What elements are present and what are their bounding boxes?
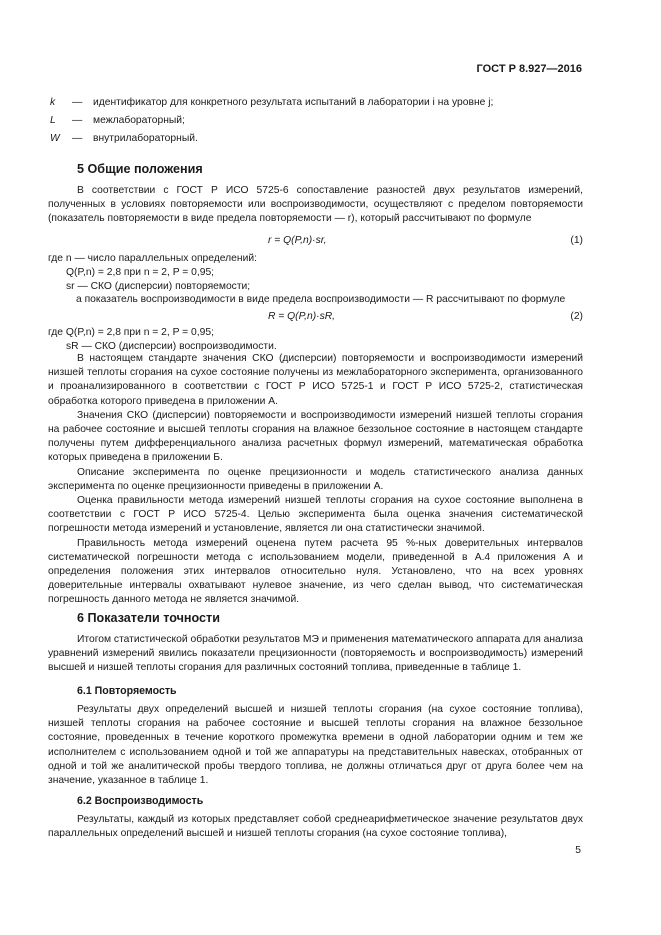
paragraph-text: Результаты двух определений высшей и низшей теплоты сгорания (на сухое состояние топлива), низшей теплоты сгорания на рабочее состояние и высшей теплоты сгорания на влажное беззольное состояние, проведенных в течение короткого промежутка времени в одной лаборатории одним и тем же исполнителем с использованием одной и той же аппаратуры на представительных навесках, отобранных от одной и той же аналитической пробы твердого топлива, не должны отличаться друг от друга более чем на значение, указанное в таблице 1. — [48, 704, 583, 787]
paragraph-text: Оценка правильности метода измерений низшей теплоты сгорания на сухое состояние выполнена в соответствии с ГОСТ Р ИСО 5725-4. Целью эксперимента была оценка значения систематической погрешности метода измерений и установление, является ли она статистически значимой. — [48, 495, 583, 535]
paragraph-text: Результаты, каждый из которых представляет собой среднеарифметическое значение результатов двух параллельных определений высшей и низшей теплоты сгорания (на сухое состояние топлива), — [48, 814, 583, 840]
paragraph-text: Описание эксперимента по оценке прецизионности и модель статистического анализа данных эксперимента по оценке прецизионности приведены в приложении А. — [48, 466, 583, 492]
section-5-para-1 — [48, 184, 583, 227]
definition-row — [50, 114, 590, 128]
subsection-6-1-body — [48, 703, 583, 788]
subsection-6-2-body — [48, 813, 583, 841]
section-6-title: 6 Показатели точности — [77, 611, 220, 625]
repro-intro-line: а показатель воспроизводимости в виде предела воспроизводимости — R рассчитывают по формуле — [76, 294, 566, 305]
document-header: ГОСТ Р 8.927—2016 — [476, 63, 582, 75]
paragraph-text: Правильность метода измерений оценена путем расчета 95 %-ных доверительных интервалов систематической погрешности метода с использованием модели, приведенной в А.4 приложения А и определения положения этих интервалов относительно нуля. Установлено, что на всех уровнях доверительные интервалы охватывают нулевое значение, из чего сделан вывод, что систематическая погрешность данного метода не является значимой. — [48, 537, 583, 606]
page-number: 5 — [575, 845, 581, 856]
definition-text: внутрилабораторный. — [93, 133, 198, 144]
formula-2 — [48, 310, 583, 324]
paragraph-text: Итогом статистической обработки результатов МЭ и применения математического аппарата для анализа уравнений измерений явились показатели прецизионности (повторяемость и воспроизводимость) измерений высшей и низшей теплоты сгорания для различных состояний топлива, приведенные в таблице 1. — [48, 634, 583, 674]
formula-2-number: (2) — [570, 311, 583, 322]
definition-text: идентификатор для конкретного результата испытаний в лаборатории i на уровне j; — [93, 97, 494, 108]
formula-1-expression: r = Q(P,n)·sr, — [268, 235, 327, 246]
paragraph-text: В настоящем стандарте значения СКО (дисперсии) повторяемости и воспроизводимости измерений низшей теплоты сгорания на сухое состояние получены из межлабораторного эксперимента, организованного и проанализированного в соответствии с ГОСТ Р ИСО 5725-1 и ГОСТ Р ИСО 5725-2, статистическая обработка которого приведена в приложении А. — [48, 353, 583, 407]
formula-2-expression: R = Q(P,n)·sR, — [268, 311, 336, 322]
subsection-6-2-title: 6.2 Воспроизводимость — [77, 795, 204, 807]
definition-symbol: W — [50, 133, 60, 144]
section-5-body — [48, 352, 583, 608]
where-line: где n — число параллельных определений: — [48, 253, 257, 264]
paragraph-text: В соответствии с ГОСТ Р ИСО 5725-6 сопоставление разностей двух результатов измерений, полученных в условиях повторяемости или воспроизводимости, осуществляют с пределом повторяемости (показатель повторяемости в виде предела повторяемости — r), который рассчитывают по формуле — [48, 185, 583, 225]
section-6-para-1 — [48, 633, 583, 676]
formula-1-number: (1) — [570, 235, 583, 246]
definition-dash: — — [72, 97, 83, 108]
definition-dash: — — [72, 115, 83, 126]
paragraph-text: Значения СКО (дисперсии) повторяемости и воспроизводимости измерений низшей теплоты сгорания на рабочее состояние и высшей теплоты сгорания на влажное беззольное состояние в настоящем стандарте получены путем дифференциального анализа расчетных формул измерений, математическая обработка которых приведена в приложении Б. — [48, 409, 583, 464]
q-condition-line-2: где Q(P,n) = 2,8 при n = 2, P = 0,95; — [48, 327, 214, 338]
subsection-6-1-title: 6.1 Повторяемость — [77, 685, 177, 697]
definition-symbol: L — [50, 115, 56, 126]
definition-dash: — — [72, 133, 83, 144]
q-condition-line: Q(P,n) = 2,8 при n = 2, P = 0,95; — [66, 267, 215, 278]
definition-text: межлабораторный; — [93, 115, 185, 126]
sR-definition-line: sR — СКО (дисперсии) воспроизводимости. — [66, 341, 277, 352]
formula-1 — [48, 234, 583, 248]
sr-definition-line: sr — СКО (дисперсии) повторяемости; — [66, 281, 251, 292]
definition-row — [50, 96, 590, 110]
definition-symbol: k — [50, 97, 56, 108]
definition-row — [50, 132, 590, 146]
section-5-title: 5 Общие положения — [77, 162, 203, 176]
